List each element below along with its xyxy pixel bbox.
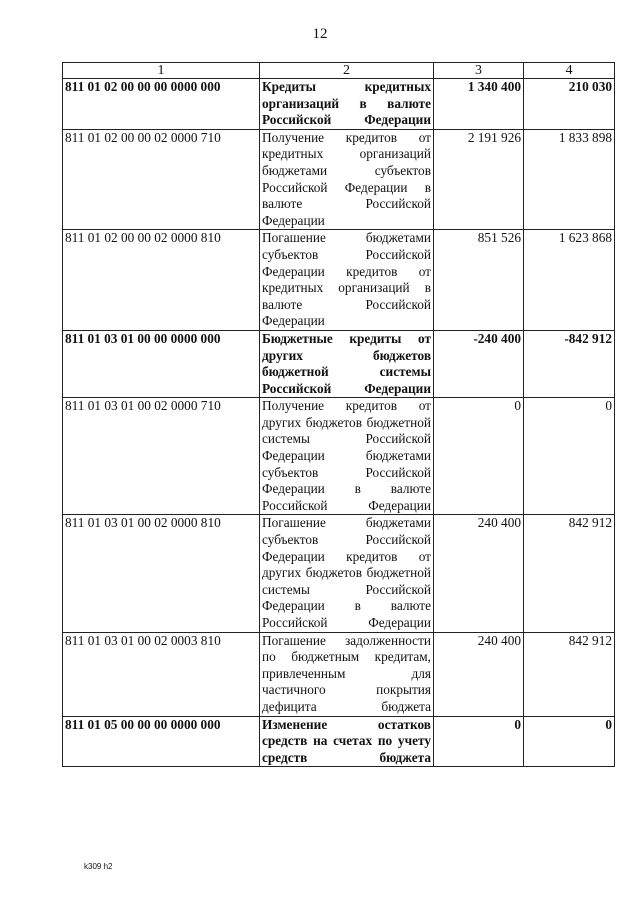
row-value-col4: -842 912 (524, 330, 615, 397)
header-cell-1: 1 (63, 63, 260, 79)
row-code: 811 01 03 01 00 02 0003 810 (63, 632, 260, 716)
table-row (63, 79, 615, 130)
row-code: 811 01 02 00 00 02 0000 810 (63, 230, 260, 331)
page-number: 12 (312, 26, 328, 42)
row-description: Бюджетные кредиты от других бюджетов бюджетной системы Российской Федерации (260, 330, 434, 397)
table-row (63, 515, 615, 632)
row-value-col4: 1 833 898 (524, 129, 615, 230)
table-row (63, 716, 615, 767)
row-value-col3: 0 (434, 716, 524, 767)
row-code: 811 01 02 00 00 00 0000 000 (63, 79, 260, 130)
row-value-col3: 240 400 (434, 632, 524, 716)
row-value-col4: 842 912 (524, 632, 615, 716)
table-row (63, 632, 615, 716)
budget-table (62, 62, 615, 767)
row-value-col4: 0 (524, 716, 615, 767)
document-footer-code: k309 h2 (84, 862, 113, 871)
row-code: 811 01 03 01 00 00 0000 000 (63, 330, 260, 397)
row-code: 811 01 03 01 00 02 0000 810 (63, 515, 260, 632)
row-description: Погашение бюджетами субъектов Российской Федерации кредитов от других бюджетов бюджетной системы Российской Федерации в валюте Российской Федерации (260, 515, 434, 632)
row-value-col4: 842 912 (524, 515, 615, 632)
row-value-col3: 1 340 400 (434, 79, 524, 130)
row-value-col4: 210 030 (524, 79, 615, 130)
row-description: Кредиты кредитных организаций в валюте Российской Федерации (260, 79, 434, 130)
row-description: Изменение остатков средств на счетах по учету средств бюджета (260, 716, 434, 767)
row-description: Получение кредитов от других бюджетов бюджетной системы Российской Федерации бюджетами субъектов Российской Федерации в валюте Российской Федерации (260, 398, 434, 515)
table-row (63, 230, 615, 331)
row-description: Погашение бюджетами субъектов Российской Федерации кредитов от кредитных организаций в валюте Российской Федерации (260, 230, 434, 331)
row-value-col4: 1 623 868 (524, 230, 615, 331)
header-cell-4: 4 (524, 63, 615, 79)
row-value-col3: -240 400 (434, 330, 524, 397)
table-row (63, 129, 615, 230)
row-code: 811 01 05 00 00 00 0000 000 (63, 716, 260, 767)
row-value-col3: 851 526 (434, 230, 524, 331)
row-value-col3: 0 (434, 398, 524, 515)
row-value-col3: 240 400 (434, 515, 524, 632)
row-code: 811 01 02 00 00 02 0000 710 (63, 129, 260, 230)
row-value-col4: 0 (524, 398, 615, 515)
row-value-col3: 2 191 926 (434, 129, 524, 230)
table-row (63, 330, 615, 397)
row-description: Получение кредитов от кредитных организаций бюджетами субъектов Российской Федерации в валюте Российской Федерации (260, 129, 434, 230)
header-row (63, 63, 615, 79)
row-description: Погашение задолженности по бюджетным кредитам, привлеченным для частичного покрытия дефицита бюджета (260, 632, 434, 716)
header-cell-2: 2 (260, 63, 434, 79)
table-row (63, 398, 615, 515)
row-code: 811 01 03 01 00 02 0000 710 (63, 398, 260, 515)
header-cell-3: 3 (434, 63, 524, 79)
